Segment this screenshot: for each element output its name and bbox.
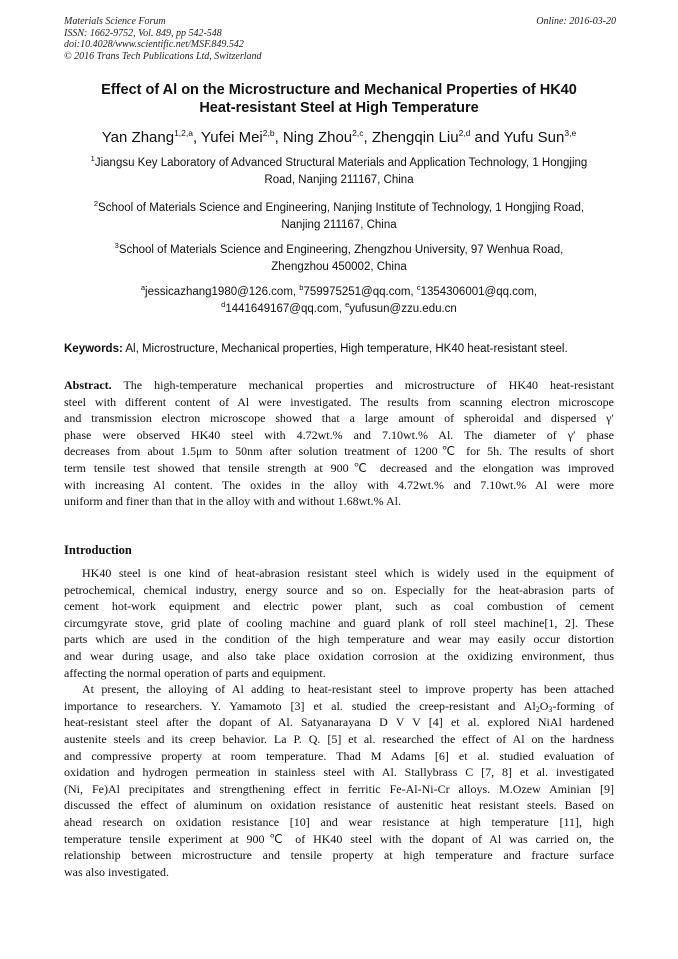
author-affiliation-marker: 2,d <box>458 128 471 138</box>
paragraph-line: and compressive property at room temperature. Thad M Adams [6] et al. studied evaluation of <box>64 748 614 763</box>
email-link[interactable]: yufusun@zzu.edu.cn <box>349 303 457 315</box>
email-marker: c <box>416 283 421 292</box>
doi-line: doi:10.4028/www.scientific.net/MSF.849.542 <box>64 39 244 50</box>
email-link[interactable]: 759975251@qq.com, <box>303 286 417 298</box>
paragraph-line: HK40 steel is one kind of heat-abrasion resistant steel which is widely used in the equipment of <box>82 566 614 580</box>
paragraph-line: ahead research on oxidation resistance [10] and wear resistance at high temperature [11], high <box>64 814 614 829</box>
email-link[interactable]: 1441649167@qq.com, <box>225 303 346 315</box>
author-name: Ning Zhou <box>282 129 353 146</box>
email-marker: a <box>140 283 146 292</box>
author-name: Yufei Mei <box>201 129 263 146</box>
author-separator: and <box>470 129 504 146</box>
abstract <box>64 377 614 510</box>
affiliation-line: School of Materials Science and Engineering, Nanjing Institute of Technology, 1 Hongjing Road, <box>98 202 585 214</box>
paragraph-line: oxidation and hydrogen permeation in stainless steel with Al. Stallybrass C [7, 8] et al. investigated <box>64 765 614 780</box>
affiliation-1 <box>50 155 628 189</box>
email-marker: b <box>299 283 304 292</box>
title-line-2: Heat-resistant Steel at High Temperature <box>199 100 479 116</box>
abstract-line: and transmission electron microscope showed that a large amount of spheroidal and dispersed γ′ <box>64 411 614 426</box>
abstract-line: uniform and finer than that in the alloy with and without 1.68wt.% Al. <box>64 494 401 509</box>
affiliation-marker: 1 <box>90 154 95 163</box>
author-name: Yufu Sun <box>503 129 565 146</box>
author-separator: , <box>363 129 372 146</box>
paragraph-line: temperature tensile experiment at 900℃ of HK40 steel with the dopant of Al was carried on, the <box>64 831 614 846</box>
author-affiliation-marker: 2,c <box>352 128 364 138</box>
paragraph-line: cement hot-work equipment and electric power plant, such as coal combustion of cement <box>64 599 614 614</box>
text-run: O <box>539 698 549 713</box>
author-name: Zhengqin Liu <box>371 129 459 146</box>
abstract-line: steel with different content of Al were investigated. The results from scanning electron microscope <box>64 394 614 409</box>
paragraph-line: heat-resistant steel after the dopant of Al. Satyanarayana D V V [4] et al. explored NiAl hardened <box>64 715 614 730</box>
affiliation-3 <box>50 242 628 276</box>
keywords-label: Keywords: <box>64 343 123 355</box>
paragraph-line: (Ni, Fe)Al precipitates and strengthening effect in ferritic Fe-Al-Ni-Cr alloys. M.Ozew Aminian [9] <box>64 781 614 796</box>
paragraph-line: relationship between microstructure and tensile property at high temperature and fracture surface <box>64 848 614 863</box>
affiliation-line: School of Materials Science and Engineering, Zhengzhou University, 97 Wenhua Road, <box>118 244 564 256</box>
email-link[interactable]: jessicazhang1980@126.com, <box>145 286 300 298</box>
issn-line: ISSN: 1662-9752, Vol. 849, pp 542-548 <box>64 27 222 39</box>
email-marker: d <box>221 300 226 309</box>
affiliation-marker: 2 <box>93 199 99 208</box>
affiliation-line: Jiangsu Key Laboratory of Advanced Structural Materials and Application Technology, 1 Hongjing <box>94 157 588 169</box>
paragraph-line <box>64 698 614 715</box>
affiliation-2 <box>50 200 628 234</box>
abstract-line: with increasing Al content. The oxides in the alloy with 4.72wt.% and 7.10wt.% Al were more <box>64 477 614 492</box>
affiliation-line: Zhengzhou 450002, China <box>271 261 407 273</box>
text-run: importance to researchers. Y. Yamamoto [3] et al. studied the creep-resistant and Al <box>64 698 536 713</box>
author-separator: , <box>192 129 202 146</box>
author-affiliation-marker: 1,2,a <box>174 128 193 138</box>
paragraph-line: petrochemical, chemical industry, energy source and so on. Especially for the heat-abrasion parts of <box>64 582 614 597</box>
paragraph-line: At present, the alloying of Al adding to heat-resistant steel to improve property has been attached <box>82 682 614 697</box>
paragraph-line: affecting the normal operation of parts and equipment. <box>64 665 326 680</box>
abstract-label: Abstract. <box>64 378 112 392</box>
journal-name: Materials Science Forum <box>64 16 166 27</box>
subscript: 3 <box>548 704 553 714</box>
affiliation-line: Road, Nanjing 211167, China <box>264 174 414 186</box>
introduction-body <box>64 565 614 880</box>
email-marker: e <box>345 300 350 309</box>
author-list <box>20 128 658 148</box>
online-date: Online: 2016-03-20 <box>536 16 616 27</box>
copyright-line: © 2016 Trans Tech Publications Ltd, Switzerland <box>64 50 262 62</box>
author-affiliation-marker: 2,b <box>262 128 275 138</box>
paragraph-line: was also investigated. <box>64 864 169 879</box>
paragraph-line: austenite steels and its creep behavior. La P. Q. [5] et al. researched the effect of Al on the hardness <box>64 731 614 746</box>
abstract-line: The high-temperature mechanical properties and microstructure of HK40 heat-resistant <box>111 378 614 392</box>
title-line-1: Effect of Al on the Microstructure and Mechanical Properties of HK40 <box>101 82 577 98</box>
abstract-line: decreases from about 1.5μm to 50nm after solution treatment of 1200℃ for 5h. The results of short <box>64 444 614 459</box>
affiliation-marker: 3 <box>114 241 119 250</box>
paragraph-line: discussed the effect of aluminum on oxidation resistance of austenitic heat resistant steels. Based on <box>64 798 614 813</box>
abstract-line: phase were observed HK40 steel with 4.72wt.% and 7.10wt.% Al. The diameter of γ′ phase <box>64 427 614 442</box>
author-separator: , <box>274 129 283 146</box>
subscript: 2 <box>535 704 540 714</box>
keywords-text: Al, Microstructure, Mechanical properties, High temperature, HK40 heat-resistant steel. <box>122 343 568 355</box>
paragraph-line: parts which are used in the condition of the high temperature and wear may easily occur distortion <box>64 632 614 647</box>
paper-title <box>40 81 638 117</box>
author-name: Yan Zhang <box>101 129 175 146</box>
abstract-line: term tensile test showed that tensile strength at 900℃ decreased and the elongation was improved <box>64 460 614 475</box>
author-emails <box>50 284 628 318</box>
email-link[interactable]: 1354306001@qq.com, <box>420 286 538 298</box>
introduction-heading: Introduction <box>64 543 132 557</box>
author-affiliation-marker: 3,e <box>564 128 577 138</box>
paragraph-line: circumgyrate stove, grid plate of cooling machine and guard plank of roll steel machine[1, 2]. These <box>64 615 614 630</box>
keywords <box>64 342 624 357</box>
text-run: -forming of <box>552 698 614 713</box>
journal-header <box>64 16 262 62</box>
affiliation-line: Nanjing 211167, China <box>281 219 397 231</box>
paragraph-line: and wear during usage, and also take place oxidation corrosion at the oxidizing environment, thus <box>64 648 614 663</box>
